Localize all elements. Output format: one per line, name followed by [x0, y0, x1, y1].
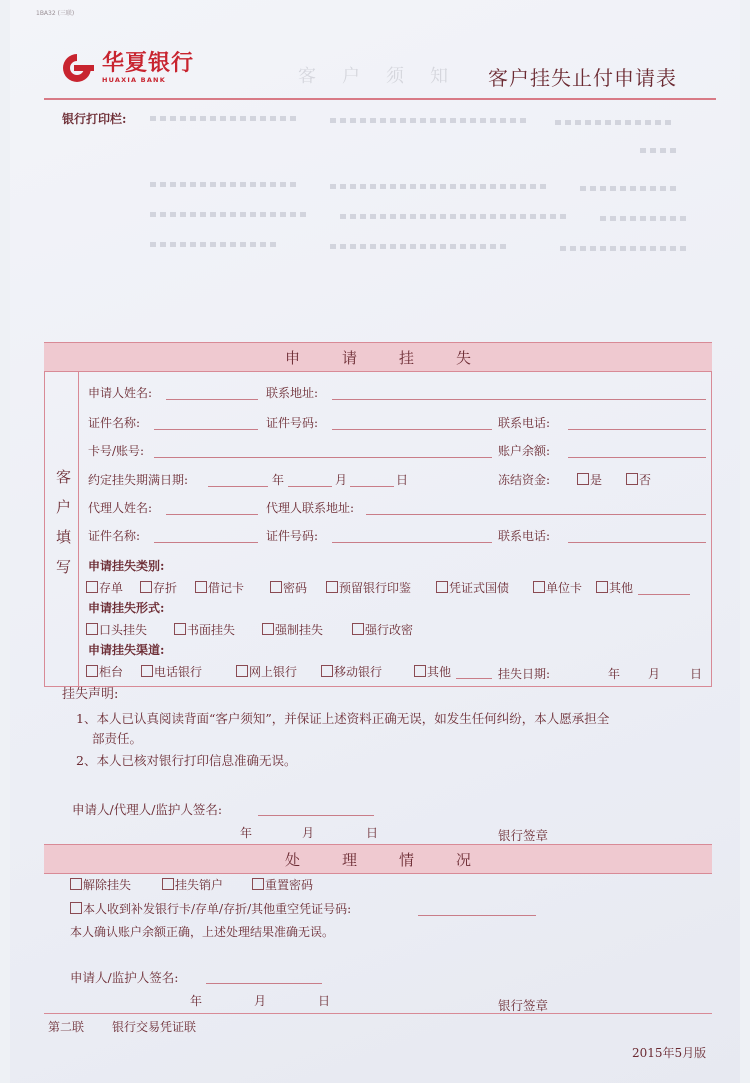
checkbox-label: 强制挂失	[275, 623, 324, 637]
bank-logo	[58, 52, 194, 84]
checkbox-box[interactable]	[577, 473, 589, 485]
side-char: 写	[56, 558, 72, 576]
decl-year-label: 年	[240, 826, 253, 840]
category-checkbox-password[interactable]	[270, 579, 307, 596]
frame-bottom	[44, 686, 712, 687]
checkbox-label: 柜台	[99, 665, 124, 679]
ghost-mark	[640, 148, 680, 153]
channel-checkbox-mobile[interactable]	[321, 663, 382, 680]
phone-label: 联系电话:	[498, 416, 551, 430]
checkbox-label: 口头挂失	[99, 623, 148, 637]
applicant-name-label: 申请人姓名:	[88, 386, 153, 400]
bank-seal-label: 银行签章	[498, 828, 549, 843]
id-number-field[interactable]	[332, 429, 492, 430]
loss-year-label: 年	[608, 667, 621, 681]
category-checkbox-debit-card[interactable]	[195, 579, 244, 596]
id-name-field[interactable]	[154, 429, 258, 430]
checkbox-label: 预留银行印鉴	[339, 581, 412, 595]
category-checkbox-corporate-card[interactable]	[533, 579, 582, 596]
loss-day-label: 日	[690, 667, 703, 681]
huaxia-logo-icon	[58, 52, 96, 84]
process-checkbox-close-account[interactable]	[162, 876, 223, 893]
form-type-label: 申请挂失形式:	[88, 601, 165, 615]
category-checkbox-deposit-slip[interactable]	[86, 579, 123, 596]
channel-checkbox-counter[interactable]	[86, 663, 123, 680]
ghost-mark	[150, 182, 300, 187]
agent-id-number-field[interactable]	[332, 542, 492, 543]
checkbox-box[interactable]	[626, 473, 638, 485]
expiry-day-field[interactable]	[350, 486, 394, 487]
checkbox-box[interactable]	[86, 665, 98, 677]
checkbox-label: 重置密码	[265, 878, 314, 892]
checkbox-label: 其他	[427, 665, 452, 679]
declaration-title: 挂失声明:	[62, 687, 119, 702]
checkbox-label: 书面挂失	[187, 623, 236, 637]
expiry-year-field[interactable]	[208, 486, 268, 487]
section-process-header	[44, 844, 712, 874]
checkbox-label: 单位卡	[546, 581, 583, 595]
bank-name-cn: 华夏银行	[102, 51, 195, 76]
channel-checkbox-other[interactable]	[414, 663, 451, 680]
ghost-mark	[150, 242, 280, 247]
checkbox-box[interactable]	[352, 623, 364, 635]
proc-day-label: 日	[318, 994, 331, 1008]
id-number-label: 证件号码:	[266, 416, 319, 430]
ghost-mark	[330, 184, 550, 189]
proc-year-label: 年	[190, 994, 203, 1008]
applicant-signature-label: 申请人/代理人/监护人签名:	[72, 802, 223, 817]
section-apply-header	[44, 342, 712, 372]
ghost-mark	[600, 216, 690, 221]
agent-id-name-label: 证件名称:	[88, 529, 141, 543]
checkbox-label: 移动银行	[334, 665, 383, 679]
checkbox-box[interactable]	[414, 665, 426, 677]
ghost-mark	[330, 118, 530, 123]
ghost-mark	[555, 120, 675, 125]
checkbox-label: 挂失销户	[175, 878, 224, 892]
applicant-signature-field[interactable]	[258, 815, 374, 816]
confirm-text: 本人确认账户余额正确，上述处理结果准确无误。	[70, 925, 335, 939]
checkbox-box[interactable]	[162, 878, 174, 890]
agent-name-label: 代理人姓名:	[88, 501, 153, 515]
agent-phone-label: 联系电话:	[498, 529, 551, 543]
declaration-item-2: 2、本人已核对银行打印信息准确无误。	[76, 753, 297, 768]
ghost-mark	[340, 214, 570, 219]
checkbox-label: 网上银行	[249, 665, 298, 679]
checkbox-label: 存单	[99, 581, 124, 595]
form-title: 客户挂失止付申请表	[488, 66, 677, 90]
checkbox-box[interactable]	[174, 623, 186, 635]
balance-field[interactable]	[568, 457, 706, 458]
contact-address-label: 联系地址:	[266, 386, 319, 400]
header-divider	[44, 98, 716, 100]
phone-field[interactable]	[568, 429, 706, 430]
form-checkbox-forced[interactable]	[262, 621, 323, 638]
frame-divider	[78, 371, 79, 687]
section-process-title: 处理情况	[284, 850, 513, 869]
channel-other-field[interactable]	[456, 678, 492, 679]
card-account-field[interactable]	[154, 457, 492, 458]
channel-checkbox-online[interactable]	[236, 663, 297, 680]
checkbox-box[interactable]	[70, 878, 82, 890]
contact-address-field[interactable]	[332, 399, 706, 400]
checkbox-label: 密码	[283, 581, 308, 595]
frame-left	[44, 371, 45, 687]
year-label: 年	[272, 473, 285, 487]
checkbox-box[interactable]	[195, 581, 207, 593]
category-checkbox-passbook[interactable]	[140, 579, 177, 596]
process-checkbox-cancel-loss[interactable]	[70, 876, 131, 893]
checkbox-box[interactable]	[270, 581, 282, 593]
checkbox-box[interactable]	[262, 623, 274, 635]
version-label: 2015年5月版	[632, 1046, 707, 1060]
side-label	[56, 462, 70, 582]
checkbox-box[interactable]	[140, 581, 152, 593]
process-signature-field[interactable]	[206, 983, 322, 984]
frozen-funds-label: 冻结资金:	[498, 473, 551, 487]
agent-id-number-label: 证件号码:	[266, 529, 319, 543]
ghost-mark	[150, 116, 300, 121]
reissue-number-field[interactable]	[418, 915, 536, 916]
agent-phone-field[interactable]	[568, 542, 706, 543]
checkbox-box[interactable]	[252, 878, 264, 890]
form-checkbox-force-reset[interactable]	[352, 621, 413, 638]
checkbox-box[interactable]	[596, 581, 608, 593]
frozen-yes-checkbox[interactable]	[577, 471, 602, 488]
agent-address-label: 代理人联系地址:	[266, 501, 355, 515]
month-label: 月	[335, 473, 348, 487]
ghost-mark	[330, 244, 510, 249]
expiry-month-field[interactable]	[288, 486, 332, 487]
section-apply-title: 申请挂失	[284, 348, 513, 367]
side-char: 户	[56, 498, 72, 516]
proc-month-label: 月	[254, 994, 267, 1008]
checkbox-label: 是	[590, 473, 603, 487]
copy-label: 第二联	[48, 1020, 85, 1034]
faded-print-text: 客户须知	[298, 66, 474, 87]
day-label: 日	[396, 473, 409, 487]
checkbox-label: 本人收到补发银行卡/存单/存折/其他重空凭证号码:	[83, 902, 352, 916]
checkbox-box[interactable]	[533, 581, 545, 593]
category-checkbox-seal[interactable]	[326, 579, 411, 596]
checkbox-box[interactable]	[236, 665, 248, 677]
form-checkbox-verbal[interactable]	[86, 621, 147, 638]
declaration-item-1: 1、本人已认真阅读背面“客户须知”，并保证上述资料正确无误，如发生任何纠纷，本人愿承担全	[76, 711, 610, 726]
frame-right	[711, 371, 712, 687]
category-checkbox-other[interactable]	[596, 579, 633, 596]
form-checkbox-written[interactable]	[174, 621, 235, 638]
form-code: 1BA32 (三联)	[36, 10, 75, 17]
agent-id-name-field[interactable]	[154, 542, 258, 543]
decl-day-label: 日	[366, 826, 379, 840]
process-bank-seal-label: 银行签章	[498, 998, 549, 1013]
checkbox-box[interactable]	[70, 902, 82, 914]
loss-month-label: 月	[648, 667, 661, 681]
ghost-mark	[580, 186, 680, 191]
category-label: 申请挂失类别:	[88, 559, 165, 573]
footer-divider	[44, 1013, 712, 1014]
checkbox-box[interactable]	[436, 581, 448, 593]
checkbox-box[interactable]	[86, 623, 98, 635]
checkbox-label: 电话银行	[154, 665, 203, 679]
ghost-mark	[150, 212, 310, 217]
process-checkbox-reissue[interactable]	[70, 900, 351, 917]
checkbox-label: 存折	[153, 581, 178, 595]
side-char: 填	[56, 528, 72, 546]
card-account-label: 卡号/账号:	[88, 444, 145, 458]
category-other-field[interactable]	[638, 594, 690, 595]
ghost-mark	[560, 246, 690, 251]
agent-address-field[interactable]	[366, 514, 706, 515]
loss-date-label: 挂失日期:	[498, 667, 551, 681]
bank-print-label: 银行打印栏:	[62, 112, 127, 126]
checkbox-label: 凭证式国债	[449, 581, 510, 595]
decl-month-label: 月	[302, 826, 315, 840]
declaration-item-1-cont: 部责任。	[92, 731, 143, 746]
balance-label: 账户余额:	[498, 444, 551, 458]
channel-checkbox-phone[interactable]	[141, 663, 202, 680]
checkbox-label: 其他	[609, 581, 634, 595]
channel-label: 申请挂失渠道:	[88, 643, 165, 657]
copy-description: 银行交易凭证联	[112, 1020, 197, 1034]
checkbox-label: 借记卡	[208, 581, 245, 595]
id-name-label: 证件名称:	[88, 416, 141, 430]
process-checkbox-reset-password[interactable]	[252, 876, 313, 893]
bank-name-en: HUAXIA BANK	[102, 76, 166, 84]
checkbox-label: 解除挂失	[83, 878, 132, 892]
checkbox-box[interactable]	[141, 665, 153, 677]
checkbox-box[interactable]	[321, 665, 333, 677]
checkbox-label: 否	[639, 473, 652, 487]
agent-name-field[interactable]	[166, 514, 258, 515]
expiry-date-label: 约定挂失期满日期:	[88, 473, 189, 487]
checkbox-label: 强行改密	[365, 623, 414, 637]
frozen-no-checkbox[interactable]	[626, 471, 651, 488]
applicant-name-field[interactable]	[166, 399, 258, 400]
process-signature-label: 申请人/监护人签名:	[70, 970, 179, 985]
checkbox-box[interactable]	[326, 581, 338, 593]
checkbox-box[interactable]	[86, 581, 98, 593]
side-char: 客	[56, 468, 72, 486]
category-checkbox-bond[interactable]	[436, 579, 509, 596]
